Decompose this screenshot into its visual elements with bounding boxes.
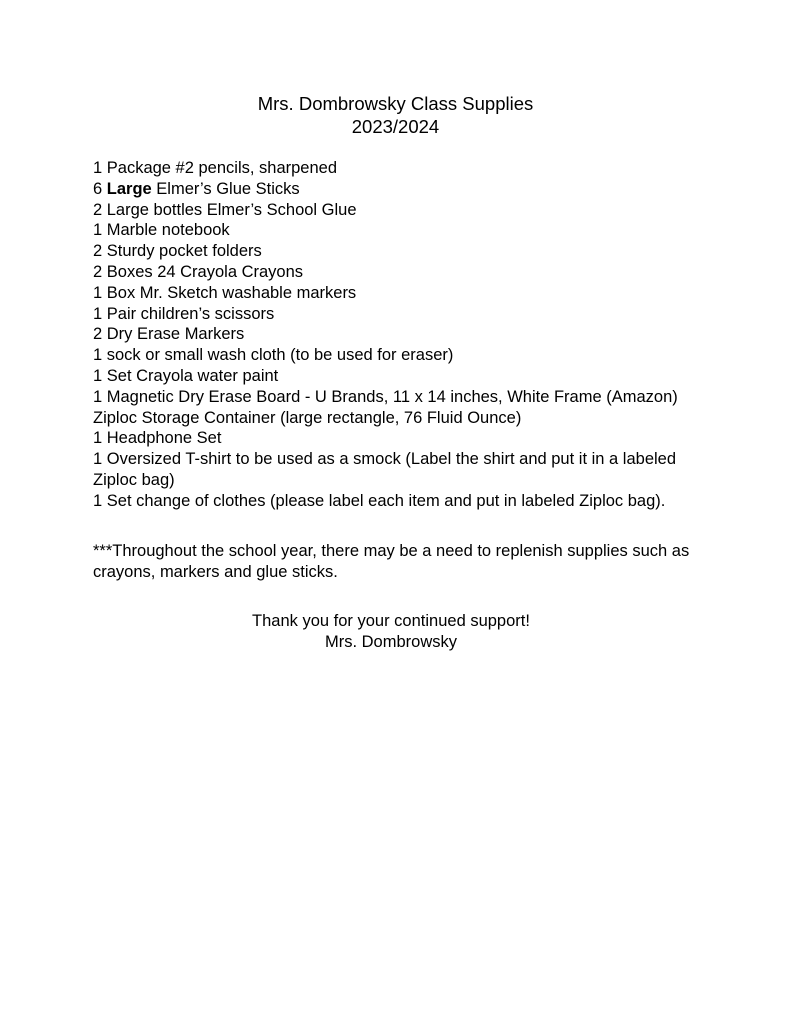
page-title: Mrs. Dombrowsky Class Supplies xyxy=(257,93,534,114)
supply-item: 2 Sturdy pocket folders xyxy=(93,242,262,261)
supply-item: 1 Magnetic Dry Erase Board - U Brands, 11 x 14 inches, White Frame (Amazon) xyxy=(93,387,678,406)
supply-item: 2 Dry Erase Markers xyxy=(93,325,245,344)
school-year: 2023/2024 xyxy=(351,116,440,137)
supply-item: 1 sock or small wash cloth (to be used for eraser) xyxy=(93,346,454,365)
supply-item: 1 Pair children’s scissors xyxy=(93,304,275,323)
supply-item: 1 Package #2 pencils, sharpened xyxy=(93,159,338,177)
thank-you-line: Thank you for your continued support! xyxy=(252,612,530,630)
supply-item-emphasis: Large xyxy=(106,179,152,198)
signature: Mrs. Dombrowsky xyxy=(324,632,457,651)
supply-item: 1 Oversized T-shirt to be used as a smock (Label the shirt and put it in a labeled Ziploc bag) xyxy=(93,450,677,489)
document-header xyxy=(0,92,791,138)
replenish-note: ***Throughout the school year, there may be a need to replenish supplies such as crayons, markers and glue sticks. xyxy=(93,542,690,581)
supply-item: Ziploc Storage Container (large rectangle, 76 Fluid Ounce) xyxy=(93,408,522,427)
supply-item: 2 Boxes 24 Crayola Crayons xyxy=(93,262,304,281)
closing-block xyxy=(0,611,782,653)
supply-list xyxy=(93,158,713,512)
supply-item: 2 Large bottles Elmer’s School Glue xyxy=(93,200,357,219)
supply-item xyxy=(93,179,713,200)
supply-item-quantity: 6 xyxy=(93,179,107,198)
supply-item: 1 Set Crayola water paint xyxy=(93,366,279,385)
supply-item: 1 Box Mr. Sketch washable markers xyxy=(93,283,357,302)
supply-item: 1 Headphone Set xyxy=(93,429,222,448)
supply-item-rest: Elmer’s Glue Sticks xyxy=(151,179,300,198)
supply-item: 1 Marble notebook xyxy=(93,221,230,240)
supply-item: 1 Set change of clothes (please label each item and put in labeled Ziploc bag). xyxy=(93,491,666,510)
